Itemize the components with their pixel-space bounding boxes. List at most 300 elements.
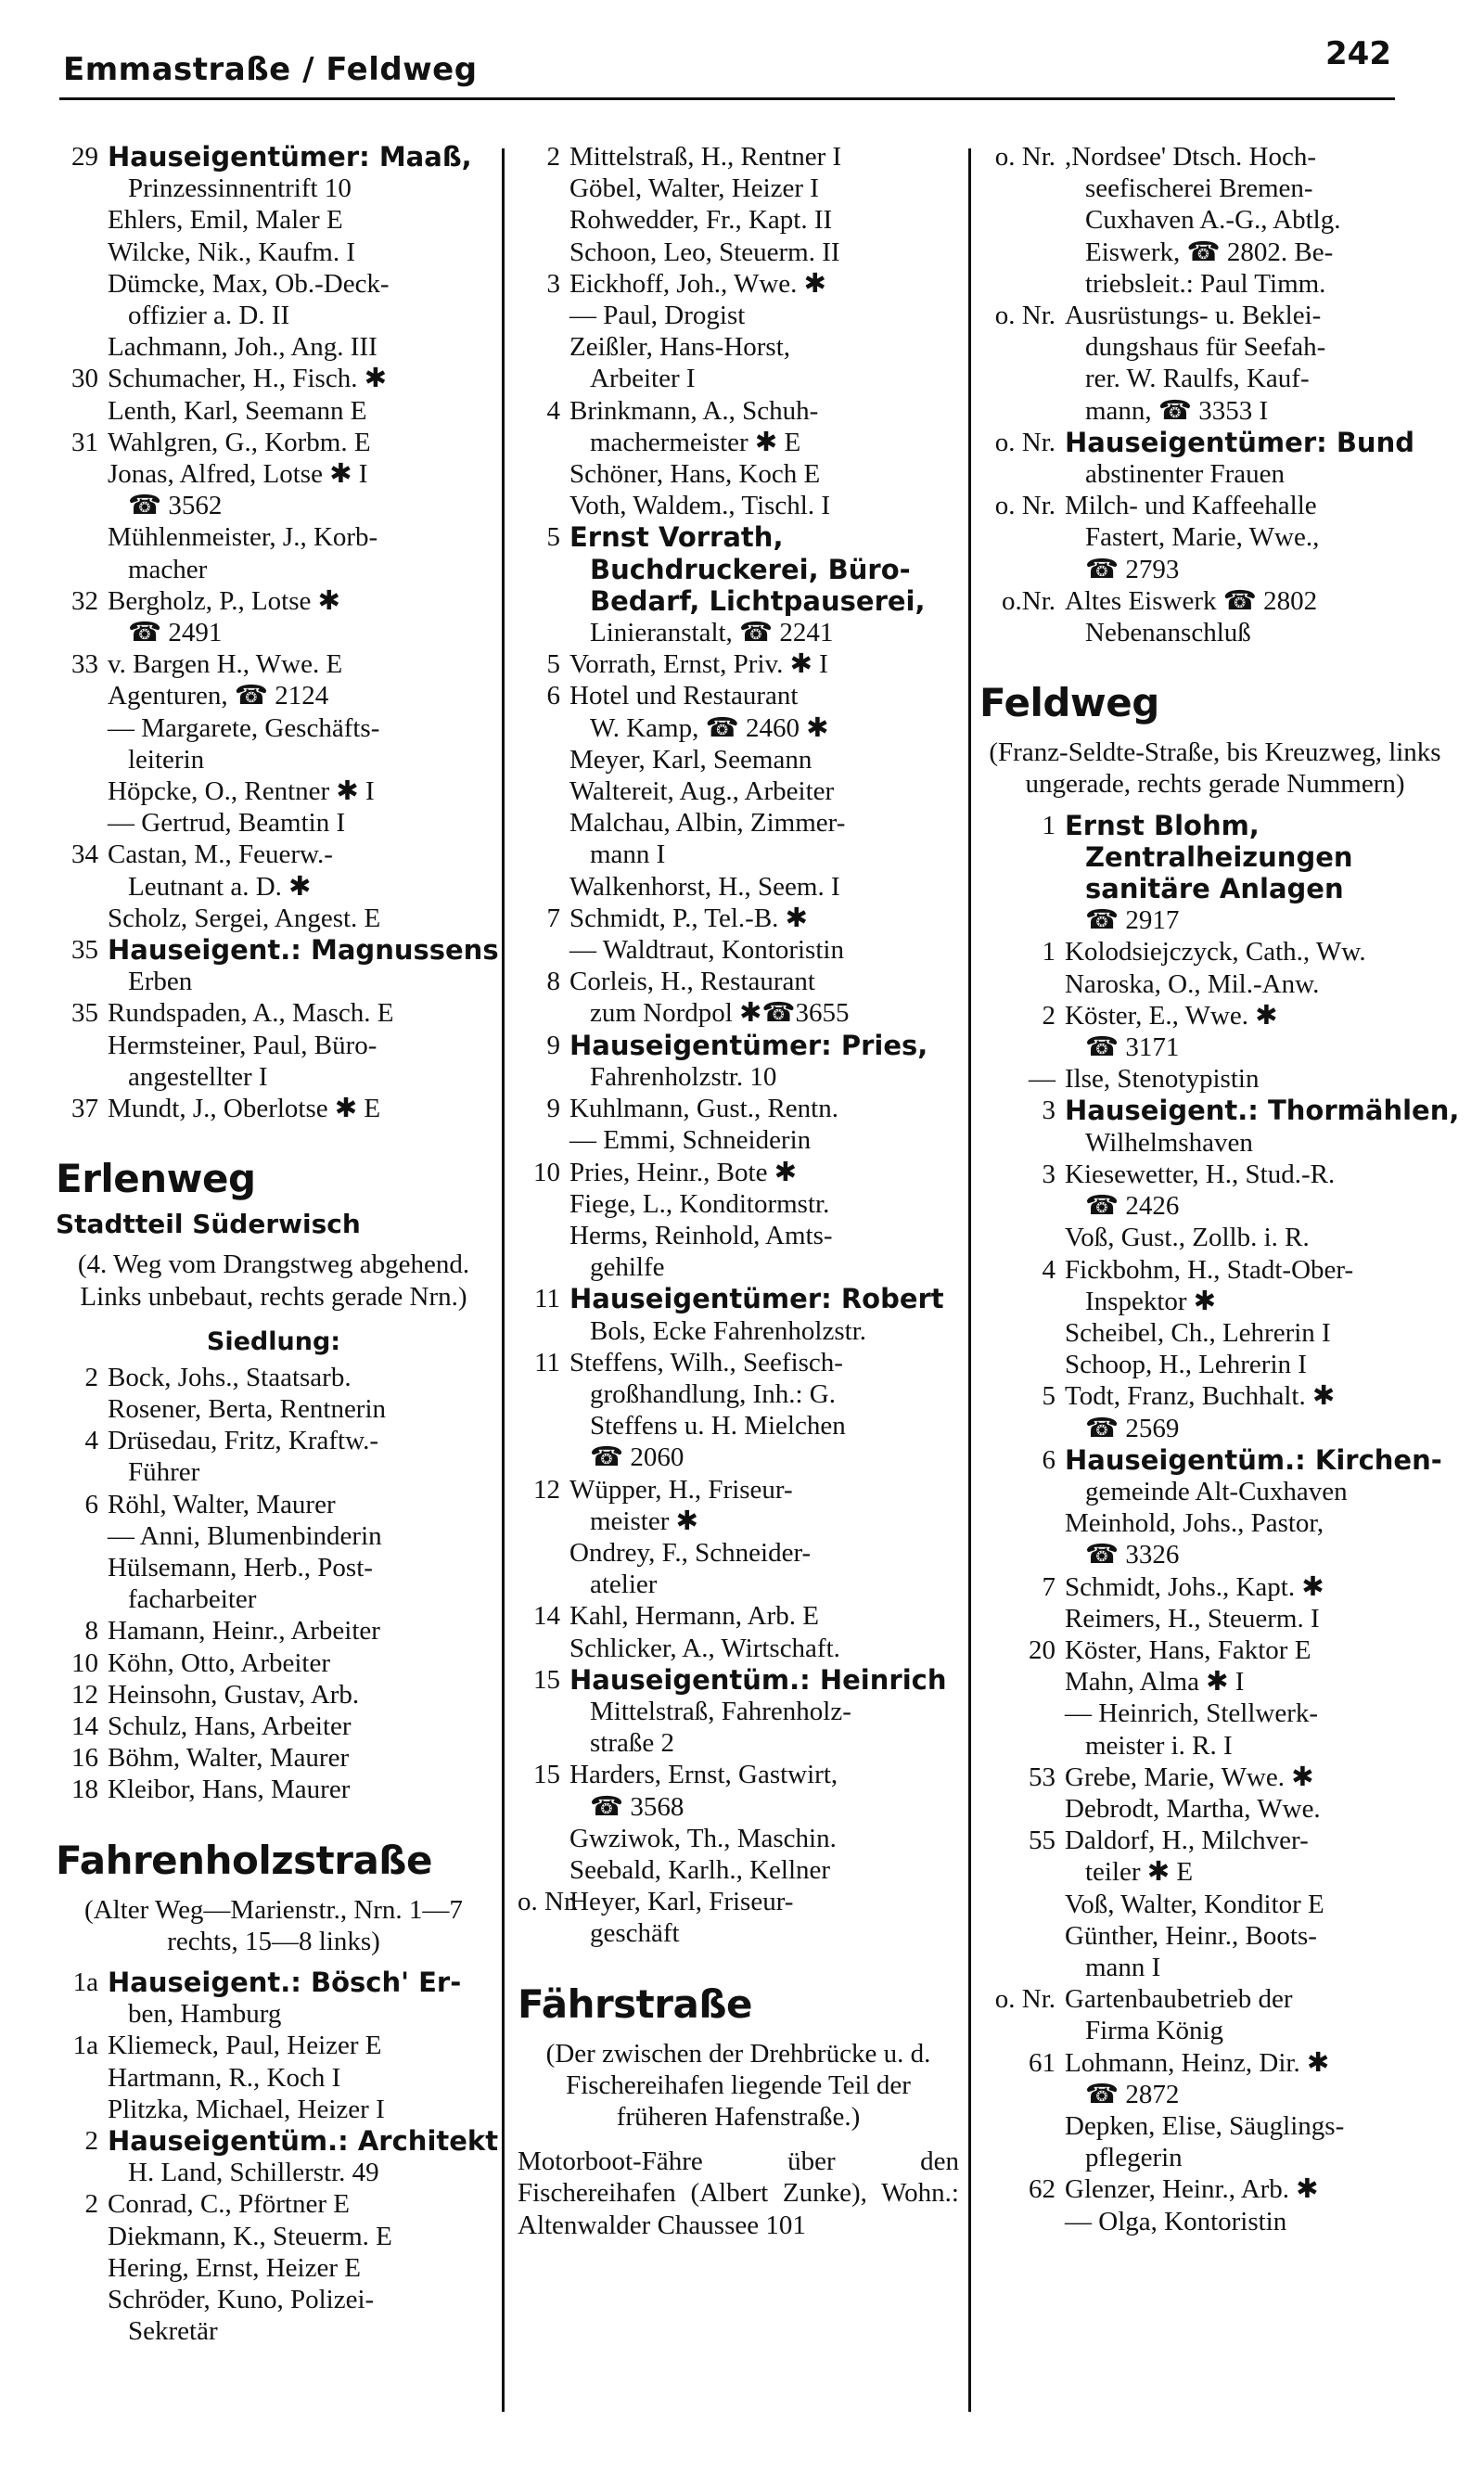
entry-line: Drüsedau, Fritz, Kraftw.- [108,1426,379,1456]
entry-text [1065,936,1451,967]
entry-line: Vorrath, Ernst, Priv. ✱ I [569,649,828,680]
entry-text [108,997,492,1029]
house-number: 4 [1042,1254,1055,1285]
entry-line: — Emmi, Schneiderin [569,1125,812,1156]
directory-entry [518,173,959,204]
entry-line: Hauseigent.: Bösch' Er- [108,1966,462,1998]
entry-line: Hauseigentümer: Bund [1065,426,1414,458]
entry-line: Hauseigentüm.: Kirchen- [1065,1443,1442,1476]
house-number: o. Nr. [518,1887,579,1917]
entry-text [108,712,492,775]
header-rule [59,97,1395,100]
street-heading-feldweg: Feldweg [979,680,1159,726]
directory-entry [56,1489,492,1520]
house-number: 35 [71,998,98,1029]
column-3 [979,141,1460,2237]
entry-line: Agenturen, ☎ 2124 [108,681,329,711]
entry-line: Hülsemann, Herb., Post- [108,1552,373,1583]
entry-text [569,680,959,743]
directory-entry [56,363,492,394]
entry-text [569,331,959,394]
entry-line: pflegerin [1085,2143,1183,2173]
entry-line: machermeister ✱ E [590,427,801,457]
entry-line: Malchau, Albin, Zimmer- [569,808,846,839]
directory-entry [56,2221,492,2252]
entry-text [108,2188,492,2220]
directory-entry [979,490,1451,585]
directory-entry [518,1664,959,1760]
entry-text [569,966,959,1029]
entry-text [108,458,492,521]
house-number: 61 [1029,2047,1055,2078]
entry-list [56,1966,499,2347]
directory-entry [518,1633,959,1664]
house-number: 30 [71,364,98,394]
directory-entry [979,1571,1451,1603]
entry-line: Reimers, H., Steuerm. I [1065,1603,1320,1634]
entry-line: Diekmann, K., Steuerm. E [108,2221,392,2251]
house-number: 55 [1029,1826,1055,1856]
directory-entry [518,648,959,680]
entry-text [569,300,959,331]
entry-line: Glenzer, Heinr., Arb. ✱ [1065,2174,1319,2205]
entry-line: ☎ 2491 [128,618,223,648]
entry-line: Hauseigent.: Magnussens [108,934,499,967]
house-number: 11 [534,1347,560,1378]
entry-line: Lohmann, Heinz, Dir. ✱ [1065,2047,1330,2078]
entry-text [569,490,959,521]
entry-line: mann, ☎ 3353 I [1085,395,1269,426]
entry-line: W. Kamp, ☎ 2460 ✱ [590,712,829,743]
entry-line: triebsleit.: Paul Timm. [1085,268,1326,299]
house-number: 1a [72,2031,98,2061]
house-number: o. Nr. [994,427,1055,457]
entry-line: v. Bargen H., Wwe. E [108,649,343,680]
directory-entry [518,300,959,331]
entry-text [108,2252,492,2284]
entry-text [569,903,959,934]
entry-line: ☎ 3171 [1085,1032,1180,1063]
entry-line: angestellter I [128,1061,268,1092]
entry-line: Corleis, H., Restaurant [569,967,815,997]
entry-list [979,809,1460,2237]
entry-text [569,934,959,966]
entry-text [1065,1063,1451,1095]
entry-line: Bols, Ecke Fahrenholzstr. [590,1315,867,1346]
entry-line: Pries, Heinr., Bote ✱ [569,1157,797,1187]
entry-text [108,1552,492,1615]
entry-text [569,458,959,490]
entry-line: ☎ 2917 [1085,905,1180,936]
directory-entry [979,1380,1451,1443]
directory-entry [518,934,959,966]
entry-line: dungshaus für Seefah- [1085,332,1326,363]
house-number: 1 [1042,937,1055,967]
entry-line: geschäft [590,1918,680,1949]
entry-line: Voth, Waldem., Tischl. I [569,491,830,521]
directory-entry [518,807,959,870]
entry-text [569,1220,959,1283]
house-number: 35 [71,935,98,966]
house-number: o. Nr. [994,491,1055,521]
entry-line: Nebenanschluß [1085,618,1251,648]
column-1 [56,141,499,2347]
column-divider [968,148,971,2412]
entry-line: ben, Hamburg [128,1999,282,2030]
entry-line: offizier a. D. II [128,301,290,331]
entry-text [1065,1793,1451,1825]
entry-line: Rohwedder, Fr., Kapt. II [569,205,833,236]
house-number: 53 [1029,1762,1055,1792]
entry-text [569,1537,959,1600]
entry-text [108,1967,492,2030]
entry-line: Fiege, L., Konditormstr. [569,1188,830,1219]
entry-line: Walkenhorst, H., Seem. I [569,871,840,902]
entry-text [108,1489,492,1520]
entry-line: Schlicker, A., Wirtschaft. [569,1633,840,1663]
entry-text [569,395,959,458]
entry-line: Lenth, Karl, Seemann E [108,395,367,426]
entry-text [1065,968,1451,1000]
page-number: 242 [1325,35,1391,72]
entry-text [569,1157,959,1188]
entry-text [108,2030,492,2061]
entry-line: Hauseigent.: Thormählen, [1065,1095,1460,1127]
entry-text [108,1393,492,1425]
house-number: 3 [1042,1159,1055,1189]
directory-entry [56,395,492,427]
directory-entry [56,141,492,204]
entry-text [108,395,492,427]
directory-entry [56,2030,492,2061]
entry-text [108,903,492,934]
entry-line: meister ✱ [590,1506,698,1536]
directory-entry [56,2252,492,2284]
entry-line: Wilcke, Nik., Kaufm. I [108,237,356,267]
entry-line: sanitäre Anlagen [1085,873,1344,905]
entry-text [1065,141,1451,300]
entry-line: Castan, M., Feuerw.- [108,839,333,870]
entry-line: Kahl, Hermann, Arb. E [569,1601,819,1632]
entry-line: Kliemeck, Paul, Heizer E [108,2031,382,2061]
entry-line: Zeißler, Hans-Horst, [569,332,791,363]
entry-text [569,807,959,870]
entry-line: Ondrey, F., Schneider- [569,1537,812,1568]
entry-line: ☎ 3562 [128,491,223,521]
entry-line: Günther, Heinr., Boots- [1065,1920,1317,1951]
entry-line: Hering, Ernst, Heizer E [108,2252,361,2283]
directory-entry [979,1349,1451,1380]
entry-line: Milch- und Kaffeehalle [1065,491,1317,521]
entry-line: Linieranstalt, ☎ 2241 [590,618,834,648]
entry-line: Fahrenholzstr. 10 [590,1061,777,1092]
house-number: 9 [546,1094,560,1124]
entry-line: Waltereit, Aug., Arbeiter [569,776,835,807]
entry-line: Meyer, Karl, Seemann [569,744,812,775]
entry-text [108,1742,492,1774]
entry-text [569,1124,959,1156]
entry-line: Depken, Elise, Säuglings- [1065,2110,1345,2141]
entry-line: Heyer, Karl, Friseur- [569,1887,794,1917]
entry-line: Hauseigentümer: Pries, [569,1029,928,1061]
entry-line: atelier [590,1570,658,1600]
directory-entry [979,2047,1451,2110]
entry-text [108,2062,492,2094]
entry-line: Ernst Blohm, [1065,809,1260,841]
entry-line: Scheibel, Ch., Lehrerin I [1065,1317,1331,1348]
settlement-label: Siedlung: [206,1326,341,1356]
entry-line: Hauseigentüm.: Heinrich [569,1663,947,1696]
directory-entry [56,1030,492,1093]
directory-entry [979,968,1451,1000]
directory-entry [56,903,492,934]
entry-text [1065,1095,1459,1158]
house-number: 62 [1029,2174,1055,2205]
house-number: 14 [533,1601,560,1632]
directory-entry [979,1317,1451,1349]
entry-line: Todt, Franz, Buchhalt. ✱ [1065,1381,1336,1412]
column-divider [502,148,505,2412]
directory-entry [56,204,492,236]
entry-line: Hermsteiner, Paul, Büro- [108,1030,377,1060]
directory-entry [56,1393,492,1425]
entry-line: ☎ 2060 [590,1442,684,1473]
entry-text [108,585,492,648]
entry-line: Schoon, Leo, Steuerm. II [569,237,840,267]
directory-entry [56,1615,492,1647]
entry-line: Seebald, Karlh., Kellner [569,1854,831,1885]
entry-line: — Waldtraut, Kontoristin [569,935,844,966]
entry-text [569,173,959,204]
directory-entry [518,903,959,934]
directory-entry [56,839,492,902]
directory-entry [518,1157,959,1188]
directory-entry [518,331,959,394]
entry-text [1065,1222,1451,1253]
entry-line: Schmidt, Johs., Kapt. ✱ [1065,1571,1324,1602]
house-number: 3 [546,268,560,299]
house-number: 6 [546,681,560,711]
entry-line: Buchdruckerei, Büro- [590,553,911,585]
entry-text [569,1886,959,1949]
entry-text [108,648,492,680]
entry-text [108,2125,498,2188]
entry-text [1065,1634,1451,1666]
entry-text [1065,1254,1451,1317]
street-heading-fahrenholzstrasse: Fahrenholzstraße [56,1837,432,1883]
entry-line: Führer [128,1457,200,1488]
directory-entry [518,1283,959,1346]
directory-entry [979,2110,1451,2173]
entry-line: — Gertrud, Beamtin I [108,808,346,839]
directory-entry [979,1762,1451,1793]
entry-line: Göbel, Walter, Heizer I [569,173,819,204]
directory-entry [56,934,499,997]
entry-text [108,839,492,902]
street-note: (Der zwischen der Drehbrücke u. d. Fischereihafen liegende Teil der früheren Hafenstraße.) [545,2038,931,2132]
entry-line: abstinenter Frauen [1085,459,1286,490]
entry-text [108,363,492,394]
directory-entry [518,458,959,490]
entry-text [108,1093,492,1124]
directory-entry [979,427,1451,490]
directory-entry [518,268,959,300]
entry-line: Gartenbaubetrieb der [1065,1984,1293,2015]
directory-entry [518,395,959,458]
entry-text [569,648,959,680]
house-number: 1a [72,1967,98,1997]
entry-text [1065,490,1451,585]
entry-line: rer. W. Raulfs, Kauf- [1085,364,1310,394]
house-number: 31 [71,427,98,457]
house-number: 15 [533,1664,560,1695]
entry-line: Bedarf, Lichtpauserei, [590,584,926,617]
ferry-entry: Motorboot-Fähre über den Fischereihafen (Albert Zunke), Wohn.: Altenwalder Chaussee 101 [518,2146,959,2240]
directory-entry [518,1823,959,1854]
directory-entry [979,2173,1451,2205]
house-number: 33 [71,649,98,680]
entry-text [569,1283,959,1346]
directory-entry [979,810,1451,937]
entry-text [108,1362,492,1393]
entry-text [108,521,492,584]
house-number: 7 [546,903,560,933]
directory-entry [518,1474,959,1537]
entry-line: Bock, Johs., Staatsarb. [108,1362,352,1392]
street-note: (Franz-Seldte-Straße, bis Kreuzweg, links ungerade, rechts gerade Nummern) [989,737,1441,800]
directory-entry [979,1634,1451,1666]
entry-text [1065,2110,1451,2173]
entry-line: Altes Eiswerk ☎ 2802 [1065,585,1318,616]
entry-text [108,1615,492,1647]
directory-entry [56,712,492,775]
entry-line: gemeinde Alt-Cuxhaven [1085,1476,1348,1506]
directory-entry [56,1679,492,1711]
entry-line: Schulz, Hans, Arbeiter [108,1711,352,1741]
directory-entry [518,1537,959,1600]
directory-entry [979,936,1451,967]
entry-line: Mühlenmeister, J., Korb- [108,522,378,553]
entry-line: Böhm, Walter, Maurer [108,1743,350,1774]
entry-line: Mittelstraß, Fahrenholz- [590,1696,851,1726]
entry-line: macher [128,554,208,584]
entry-line: Wüpper, H., Friseur- [569,1474,793,1505]
house-number: 3 [1042,1096,1055,1126]
entry-line: Eickhoff, Joh., Wwe. ✱ [569,268,826,299]
entry-line: Rosener, Berta, Rentnerin [108,1393,387,1424]
entry-line: Eiswerk, ☎ 2802. Be- [1085,237,1334,267]
entry-text [1065,1666,1451,1698]
entry-line: Kiesewetter, H., Stud.-R. [1065,1159,1336,1189]
directory-entry [518,966,959,1029]
entry-line: Höpcke, O., Rentner ✱ I [108,776,375,807]
entry-line: Kolodsiejczyck, Cath., Ww. [1065,937,1366,967]
entry-text [108,1711,492,1742]
directory-entry [56,331,492,363]
directory-entry [56,1362,492,1393]
entry-line: straße 2 [590,1728,674,1759]
entry-line: Steffens u. H. Mielchen [590,1411,846,1442]
directory-entry [56,2062,492,2094]
entry-text [569,1664,959,1760]
entry-text [108,427,492,458]
entry-line: Sekretär [128,2316,218,2347]
entry-line: Inspektor ✱ [1085,1286,1217,1316]
directory-entry [979,1920,1451,1983]
directory-entry [56,1425,492,1488]
entry-text [108,1520,492,1552]
directory-entry [518,1854,959,1886]
directory-entry [979,1793,1451,1825]
street-note: (Alter Weg—Marienstr., Nrn. 1—7 rechts, 15—8 links) [84,1894,463,1956]
entry-line: Grebe, Marie, Wwe. ✱ [1065,1762,1314,1792]
entry-text [1065,1762,1451,1793]
entry-text [1065,427,1451,490]
directory-entry [56,2124,499,2188]
entry-line: Hamann, Heinr., Arbeiter [108,1616,380,1647]
entry-text [569,268,959,300]
directory-entry [979,1507,1451,1570]
entry-line: Voß, Gust., Zollb. i. R. [1065,1223,1310,1253]
directory-entry [979,141,1451,300]
entry-line: Schumacher, H., Fisch. ✱ [108,364,388,394]
entry-line: ☎ 2793 [1085,554,1180,584]
house-number: 5 [546,649,560,680]
entry-line: Köster, Hans, Faktor E [1065,1634,1311,1665]
entry-text [569,204,959,236]
entry-line: — Margarete, Geschäfts- [108,712,380,743]
entry-text [1065,1825,1451,1888]
entry-line: Herms, Reinhold, Amts- [569,1220,833,1250]
entry-line: H. Land, Schillerstr. 49 [128,2158,379,2188]
directory-entry [979,1698,1451,1761]
directory-entry [56,521,492,584]
entry-line: Debrodt, Martha, Wwe. [1065,1793,1321,1824]
entry-text [569,1854,959,1886]
entry-line: Jonas, Alfred, Lotse ✱ I [108,459,368,490]
house-number: 15 [533,1760,560,1790]
directory-entry [979,1825,1451,1888]
entry-line: facharbeiter [128,1584,257,1615]
house-number: o. Nr. [994,1984,1055,2015]
entry-line: Hauseigentümer: Robert [569,1283,944,1315]
entry-line: Scholz, Sergei, Angest. E [108,903,381,933]
directory-entry [518,871,959,903]
entry-line: Zentralheizungen [1085,840,1353,873]
directory-entry [56,1520,492,1552]
entry-line: Lachmann, Joh., Ang. III [108,332,377,363]
entry-text [108,1679,492,1711]
entry-text [569,1633,959,1664]
entry-text [108,2094,492,2125]
entry-text [1065,1380,1451,1443]
entry-line: Cuxhaven A.-G., Abtlg. [1085,205,1341,236]
house-number: 6 [84,1489,98,1519]
house-number: o. Nr. [994,301,1055,331]
entry-line: Daldorf, H., Milchver- [1065,1826,1309,1856]
house-number: 12 [533,1474,560,1505]
directory-entry [56,1711,492,1742]
entry-line: Ausrüstungs- u. Beklei- [1065,301,1322,331]
directory-entry [56,1552,492,1615]
entry-text [1065,1920,1451,1983]
entry-line: leiterin [128,744,205,775]
directory-entry [979,1983,1451,2046]
entry-text [108,141,492,204]
entry-text [569,521,959,648]
entry-line: großhandlung, Inh.: G. [590,1378,836,1409]
entry-line: Hauseigentümer: Maaß, [108,141,472,173]
